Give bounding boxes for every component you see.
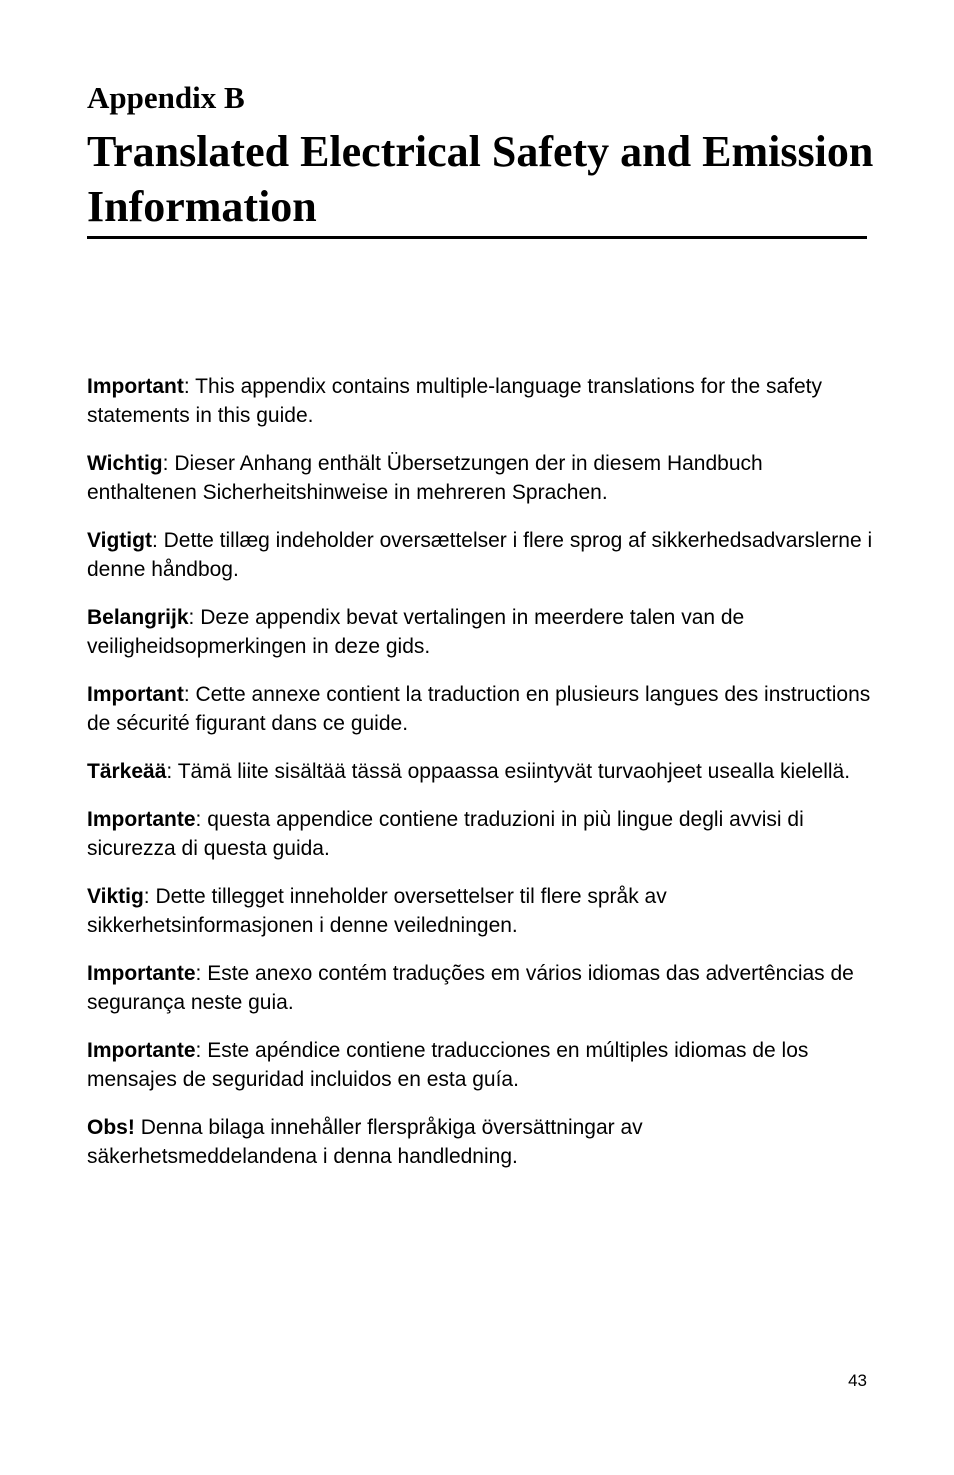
notice-text: Denna bilaga innehåller flerspråkiga översättningar av säkerhetsmeddelandena i denna handledning.	[87, 1116, 643, 1168]
notice-separator: :	[195, 808, 208, 831]
notice-separator: :	[151, 529, 164, 552]
notice-separator: :	[162, 452, 175, 475]
notice-text: Este apéndice contiene traducciones en múltiples idiomas de los mensajes de seguridad incluidos en esta guía.	[87, 1039, 809, 1091]
notice-label: Importante	[87, 962, 196, 985]
notice-german	[87, 449, 877, 507]
notice-label: Viktig	[87, 885, 144, 908]
notice-text: Dette tillegget inneholder oversettelser til flere språk av sikkerhetsinformasjonen i denne veiledningen.	[87, 885, 667, 937]
notice-separator: :	[195, 962, 208, 985]
notice-text: Deze appendix bevat vertalingen in meerdere talen van de veiligheidsopmerkingen in deze gids.	[87, 606, 745, 658]
notice-portuguese	[87, 959, 877, 1017]
notice-separator: :	[195, 1039, 208, 1062]
safety-notice-list	[87, 372, 877, 1190]
notice-text: Cette annexe contient la traduction en plusieurs langues des instructions de sécurité figurant dans ce guide.	[87, 683, 871, 735]
notice-norwegian	[87, 882, 877, 940]
notice-label: Importante	[87, 1039, 196, 1062]
notice-text: Dette tillæg indeholder oversættelser i flere sprog af sikkerhedsadvarslerne i denne håndbog.	[87, 529, 873, 581]
notice-text: This appendix contains multiple-language translations for the safety statements in this guide.	[87, 375, 822, 427]
notice-label: Important	[87, 375, 184, 398]
appendix-label: Appendix B	[87, 80, 245, 115]
notice-danish	[87, 526, 877, 584]
notice-italian	[87, 805, 877, 863]
notice-separator: :	[183, 683, 196, 706]
page-title: Translated Electrical Safety and Emission Information	[87, 127, 874, 231]
notice-text: Dieser Anhang enthält Übersetzungen der in diesem Handbuch enthaltenen Sicherheitshinweise in mehreren Sprachen.	[87, 452, 763, 504]
notice-label: Important	[87, 683, 184, 706]
notice-separator: :	[143, 885, 156, 908]
notice-text: Tämä liite sisältää tässä oppaassa esiintyvät turvaohjeet usealla kielellä.	[177, 760, 851, 783]
notice-separator: :	[188, 606, 201, 629]
notice-label: Wichtig	[87, 452, 163, 475]
notice-french	[87, 680, 877, 738]
notice-label: Obs!	[87, 1116, 135, 1139]
notice-label: Importante	[87, 808, 196, 831]
notice-separator: :	[166, 760, 178, 783]
notice-swedish	[87, 1113, 877, 1171]
notice-label: Tärkeää	[87, 760, 167, 783]
notice-finnish	[87, 757, 877, 786]
notice-text: questa appendice contiene traduzioni in più lingue degli avvisi di sicurezza di questa guida.	[87, 808, 804, 860]
page-number: 43	[848, 1371, 867, 1390]
notice-text: Este anexo contém traduções em vários idiomas das advertências de segurança neste guia.	[87, 962, 854, 1014]
notice-dutch	[87, 603, 877, 661]
notice-label: Belangrijk	[87, 606, 189, 629]
notice-separator: :	[183, 375, 196, 398]
notice-spanish	[87, 1036, 877, 1094]
notice-english	[87, 372, 877, 430]
notice-label: Vigtigt	[87, 529, 152, 552]
title-underline-divider	[87, 236, 867, 239]
